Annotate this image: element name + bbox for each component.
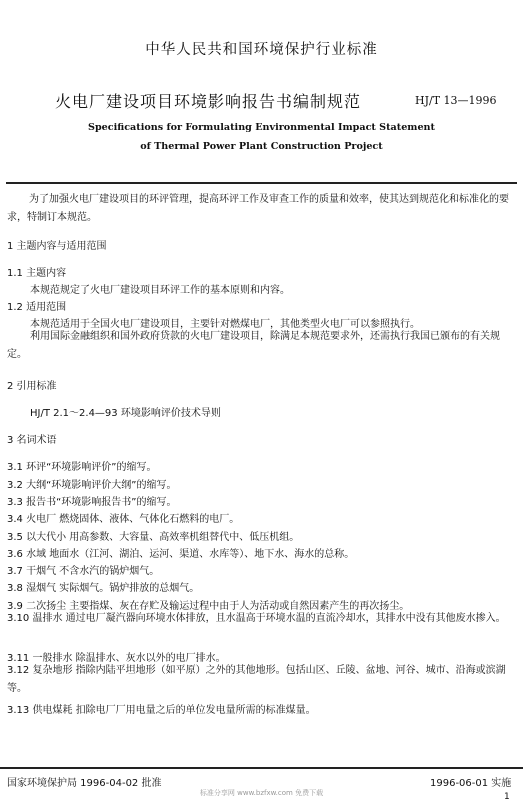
term-item: 3.6 水域 地面水（江河、湖泊、运河、渠道、水库等）、地下水、海水的总称。 (7, 549, 355, 560)
reference-standard: HJ/T 2.1～2.4—93 环境影响评价技术导则 (30, 408, 221, 419)
document-title-en-line2: of Thermal Power Plant Construction Project (140, 141, 383, 152)
term-item: 3.2 大纲“环境影响评价大纲”的缩写。 (7, 480, 177, 491)
intro-paragraph: 为了加强火电厂建设项目的环评管理，提高环评工作及审查工作的质量和效率，使其达到规范化和标准化的要求，特制订本规范。 (7, 194, 509, 223)
section-2-heading: 2 引用标准 (7, 381, 57, 392)
term-item: 3.4 火电厂 燃烧固体、液体、气体化石燃料的电厂。 (7, 514, 240, 525)
section-1-1-text: 本规范规定了火电厂建设项目环评工作的基本原则和内容。 (30, 285, 290, 296)
term-item-3-12: 3.12 复杂地形 指除内陆平坦地形（如平原）之外的其他地形。包括山区、丘陵、盆地、河谷、城市、沿海或滨湖等。 (7, 665, 506, 694)
issuer-title: 中华人民共和国环境保护行业标准 (145, 42, 378, 58)
term-item: 3.8 湿烟气 实际烟气。锅炉排放的总烟气。 (7, 583, 200, 594)
section-1-2-text-1: 本规范适用于全国火电厂建设项目，主要针对燃煤电厂，其他类型火电厂可以参照执行。 (30, 319, 420, 330)
standard-code: HJ/T 13—1996 (415, 94, 497, 107)
term-item: 3.1 环评“环境影响评价”的缩写。 (7, 462, 157, 473)
term-item: 3.5 以大代小 用高参数、大容量、高效率机组替代中、低压机组。 (7, 532, 300, 543)
term-item: 3.7 干烟气 不含水汽的锅炉烟气。 (7, 566, 160, 577)
term-item: 3.9 二次扬尘 主要指煤、灰在存贮及输运过程中由于人为活动或自然因素产生的再次扬尘。 (7, 601, 410, 612)
section-1-1-heading: 1.1 主题内容 (7, 268, 67, 279)
term-item-3-10: 3.10 温排水 通过电厂凝汽器向环境水体排放，且水温高于环境水温的直流冷却水，其排水中没有其他废水掺入。 (7, 613, 506, 624)
header-divider (6, 182, 517, 184)
section-1-heading: 1 主题内容与适用范围 (7, 241, 107, 252)
term-item-3-11: 3.11 一般排水 除温排水、灰水以外的电厂排水。 (7, 653, 226, 664)
effective-date: 1996-06-01 实施 (430, 778, 512, 789)
approval-date: 国家环境保护局 1996-04-02 批准 (7, 778, 162, 789)
document-title-en-line1: Specifications for Formulating Environmental Impact Statement (88, 122, 435, 133)
footer-divider (0, 767, 523, 769)
section-3-heading: 3 名词术语 (7, 435, 57, 446)
section-1-2-text-2: 利用国际金融组织和国外政府贷款的火电厂建设项目，除满足本规范要求外，还需执行我国已颁布的有关规定。 (7, 331, 500, 360)
term-item-3-13: 3.13 供电煤耗 扣除电厂厂用电量之后的单位发电量所需的标准煤量。 (7, 705, 316, 716)
document-title-cn: 火电厂建设项目环境影响报告书编制规范 (55, 92, 362, 111)
watermark-text: 标准分享网 www.bzfxw.com 免费下载 (199, 789, 324, 797)
section-1-2-heading: 1.2 适用范围 (7, 302, 67, 313)
page-number: 1 (504, 792, 510, 802)
term-item: 3.3 报告书“环境影响报告书”的缩写。 (7, 497, 177, 508)
